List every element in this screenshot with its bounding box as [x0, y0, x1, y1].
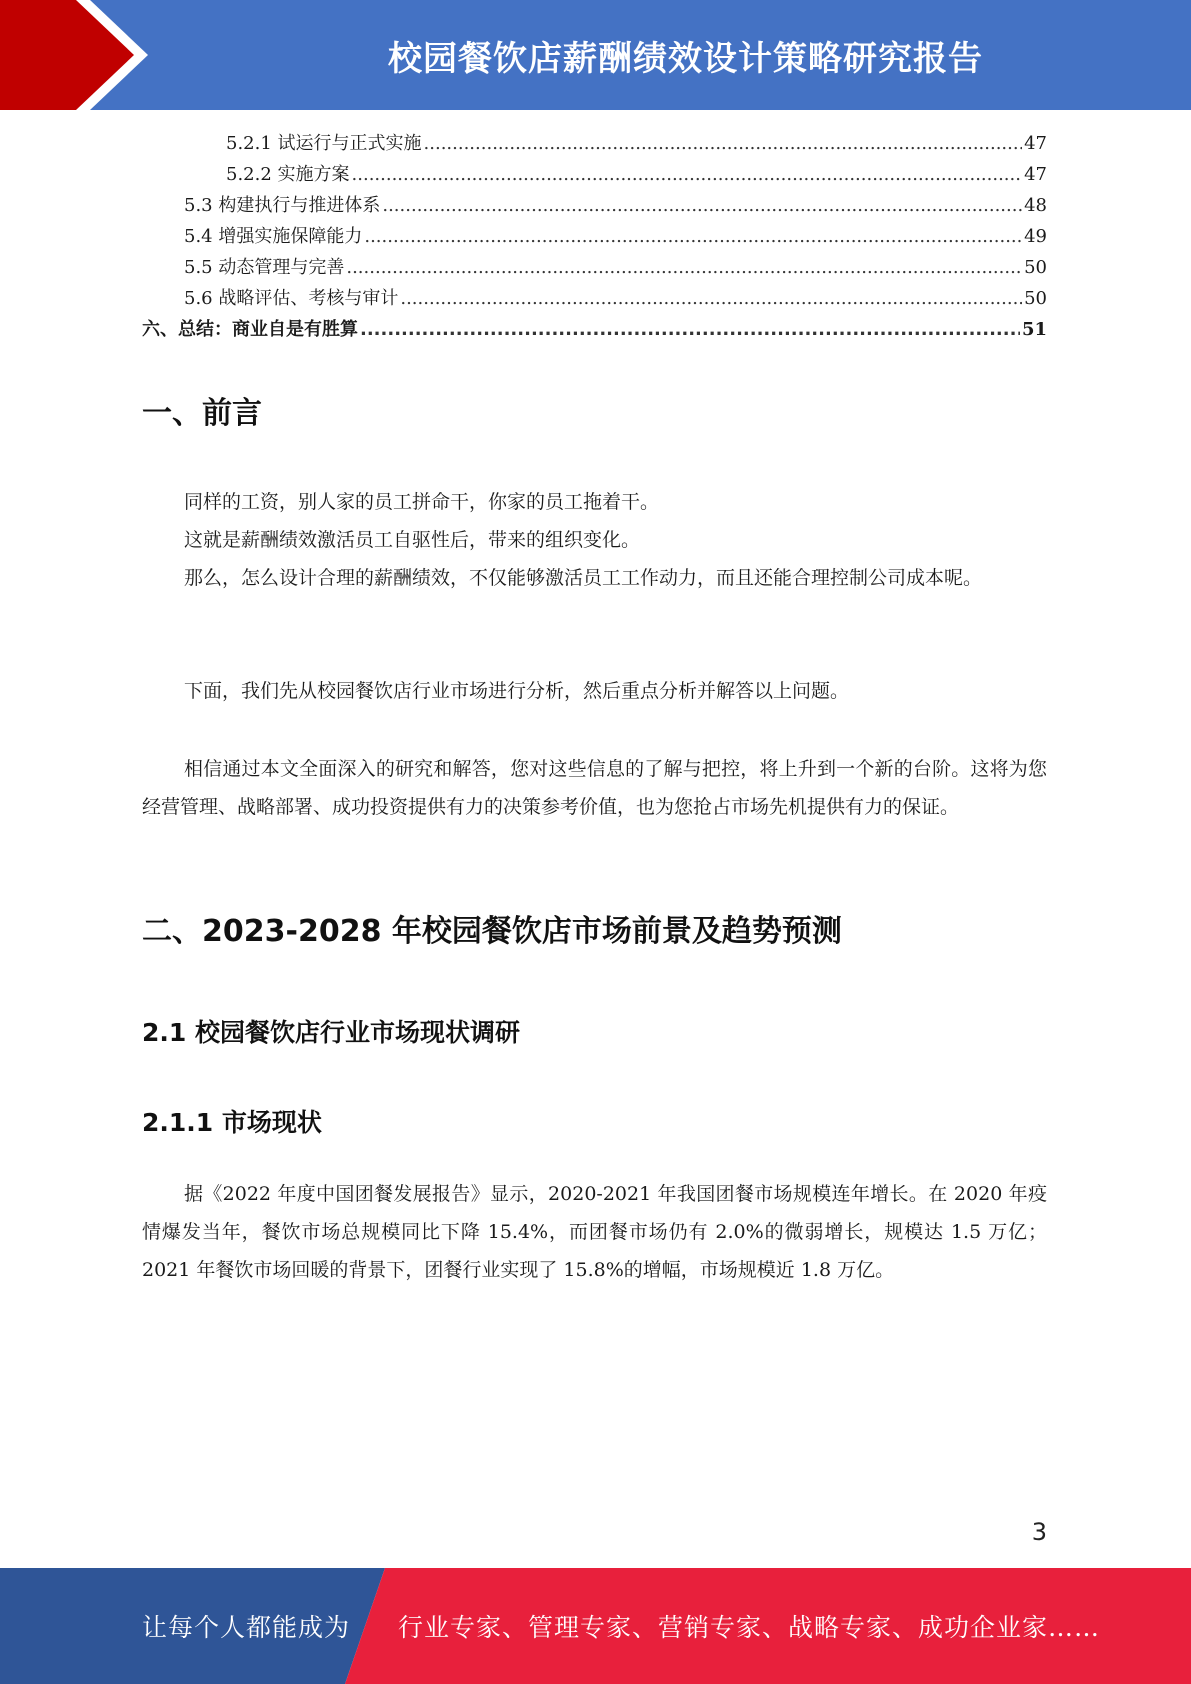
toc-entry-page: 47 — [1024, 133, 1047, 154]
section-heading-preface: 一、前言 — [142, 396, 262, 431]
toc-entry-page: 50 — [1024, 288, 1047, 309]
section-heading-market: 二、2023-2028 年校园餐饮店市场前景及趋势预测 — [142, 914, 842, 949]
toc-leader-dots — [424, 128, 1023, 159]
toc-entry-page: 51 — [1021, 319, 1047, 340]
toc-entry-label: 5.3 构建执行与推进体系 — [184, 195, 381, 216]
toc-entry-label: 5.4 增强实施保障能力 — [184, 226, 363, 247]
body-paragraph: 这就是薪酬绩效激活员工自驱性后，带来的组织变化。 — [184, 529, 641, 551]
toc-entry[interactable] — [142, 283, 1047, 314]
subsection-heading: 2.1 校园餐饮店行业市场现状调研 — [142, 1018, 520, 1047]
toc-leader-dots — [400, 283, 1022, 314]
page-number: 3 — [1031, 1518, 1047, 1546]
toc-entry-label: 5.2.1 试运行与正式实施 — [226, 133, 422, 154]
toc-entry-label: 5.5 动态管理与完善 — [184, 257, 345, 278]
toc-entry-label: 5.2.2 实施方案 — [226, 164, 350, 185]
toc-leader-dots — [352, 159, 1023, 190]
footer-slogan-right: 行业专家、管理专家、营销专家、战略专家、成功企业家…… — [398, 1613, 1101, 1642]
toc-leader-dots — [346, 252, 1022, 283]
body-paragraph: 下面，我们先从校园餐饮店行业市场进行分析，然后重点分析并解答以上问题。 — [184, 680, 850, 702]
toc-entry[interactable] — [142, 128, 1047, 159]
toc-entry[interactable] — [142, 159, 1047, 190]
body-paragraph: 相信通过本文全面深入的研究和解答，您对这些信息的了解与把控，将上升到一个新的台阶。这将为您经营管理、战略部署、成功投资提供有力的决策参考价值，也为您抢占市场先机提供有力的保证。 — [142, 758, 1047, 818]
page-header — [0, 0, 1191, 110]
toc-leader-dots — [360, 314, 1020, 345]
toc-entry-page: 49 — [1024, 226, 1047, 247]
toc-entry-page: 47 — [1024, 164, 1047, 185]
body-paragraph: 那么，怎么设计合理的薪酬绩效，不仅能够激活员工工作动力，而且还能合理控制公司成本呢。 — [184, 567, 983, 589]
toc-entry[interactable] — [142, 221, 1047, 252]
page-footer — [0, 1568, 1191, 1684]
toc-leader-dots — [364, 221, 1022, 252]
subsubsection-heading: 2.1.1 市场现状 — [142, 1108, 322, 1137]
toc-entry-page: 50 — [1024, 257, 1047, 278]
body-paragraph: 据《2022 年度中国团餐发展报告》显示，2020-2021 年我国团餐市场规模连年增长。在 2020 年疫情爆发当年，餐饮市场总规模同比下降 15.4%，而团餐市场仍有 2.0%的微弱增长，规模达 1.5 万亿；2021 年餐饮市场回暖的背景下，团餐行业实现了 15.8%的增幅，市场规模近 1.8 万亿。 — [142, 1183, 1047, 1281]
header-arrow-decoration — [0, 0, 160, 110]
body-paragraph: 同样的工资，别人家的员工拼命干，你家的员工拖着干。 — [184, 491, 660, 513]
footer-slogan-left: 让每个人都能成为 — [142, 1613, 351, 1642]
toc-entry[interactable] — [142, 314, 1047, 345]
toc-entry-page: 48 — [1024, 195, 1047, 216]
toc-entry[interactable] — [142, 190, 1047, 221]
toc-entry-label: 六、总结：商业自是有胜算 — [142, 319, 358, 340]
toc-leader-dots — [382, 190, 1022, 221]
toc-entry-label: 5.6 战略评估、考核与审计 — [184, 288, 399, 309]
toc-entry[interactable] — [142, 252, 1047, 283]
table-of-contents — [142, 128, 1047, 345]
report-title: 校园餐饮店薪酬绩效设计策略研究报告 — [388, 38, 983, 79]
